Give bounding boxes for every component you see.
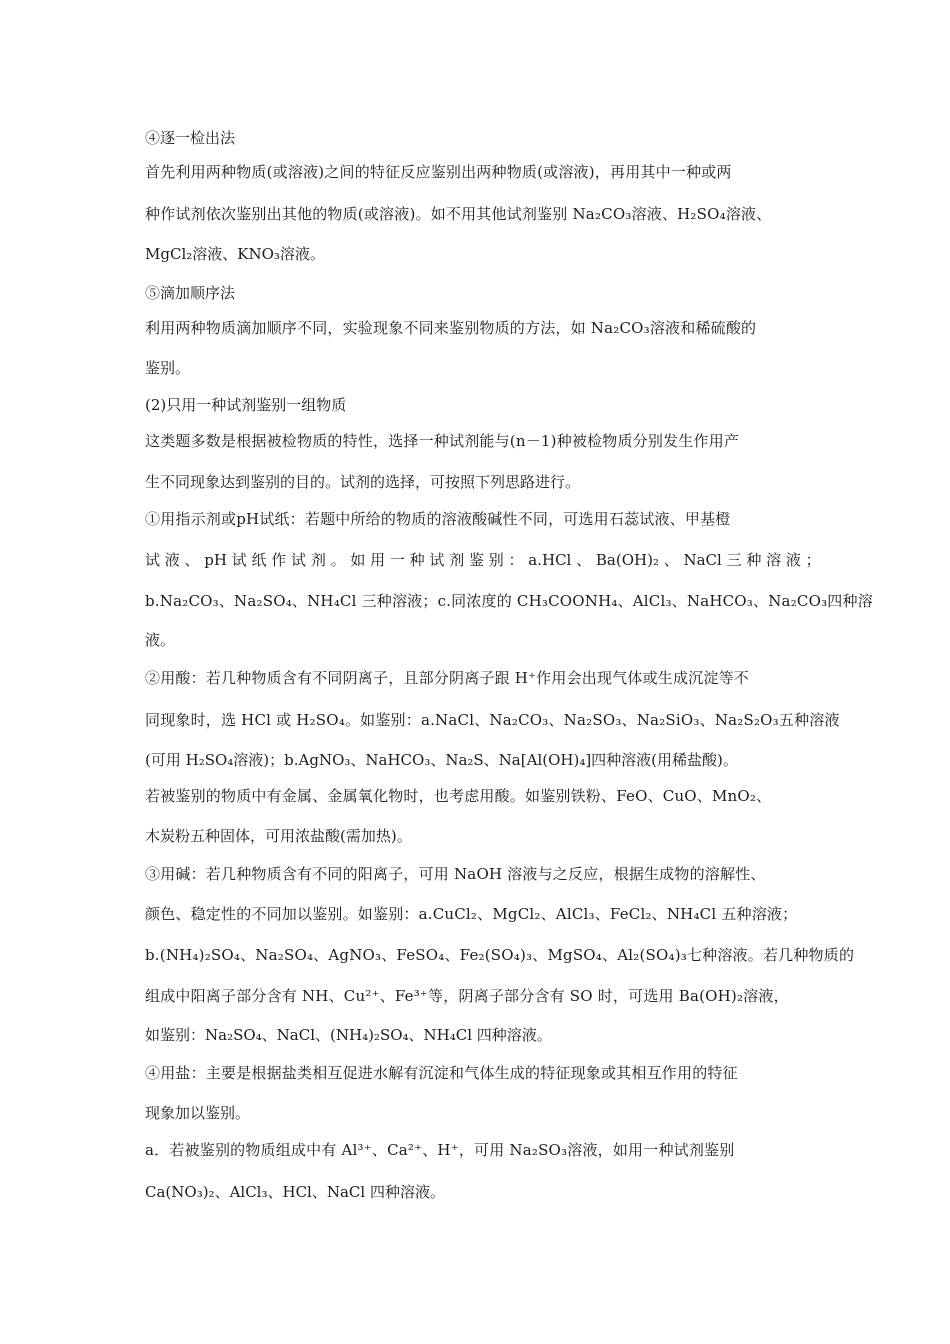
text-line-19: 木炭粉五种固体，可用浓盐酸(需加热)。: [145, 827, 412, 845]
text-line-27: a．若被鉴别的物质组成中有 Al³⁺、Ca²⁺、H⁺，可用 Na₂SO₃溶液，如用一种试剂鉴别: [145, 1141, 735, 1159]
text-line-5: ⑤滴加顺序法: [145, 284, 236, 302]
text-line-4: MgCl₂溶液、KNO₃溶液。: [145, 245, 325, 263]
text-line-14: 液。: [145, 631, 176, 649]
text-line-9: 这类题多数是根据被检物质的特性，选择一种试剂能与(n－1)种被检物质分别发生作用产: [145, 432, 740, 450]
text-line-7: 鉴别。: [145, 359, 191, 377]
text-line-6: 利用两种物质滴加顺序不同，实验现象不同来鉴别物质的方法，如 Na₂CO₃溶液和稀硫酸的: [145, 319, 757, 337]
text-line-25: ④用盐：主要是根据盐类相互促进水解有沉淀和气体生成的特征现象或其相互作用的特征: [145, 1064, 738, 1082]
text-line-20: ③用碱：若几种物质含有不同的阳离子，可用 NaOH 溶液与之反应，根据生成物的溶解性、: [145, 865, 766, 883]
text-line-12: 试 液 、 pH 试 纸 作 试 剂 。 如 用 一 种 试 剂 鉴 别 ： a.HCl 、 Ba(OH)₂ 、 NaCl 三 种 溶 液 ；: [145, 551, 821, 569]
text-line-16: 同现象时，选 HCl 或 H₂SO₄。如鉴别：a.NaCl、Na₂CO₃、Na₂SO₃、Na₂SiO₃、Na₂S₂O₃五种溶液: [145, 711, 840, 729]
text-line-24: 如鉴别：Na₂SO₄、NaCl、(NH₄)₂SO₄、NH₄Cl 四种溶液。: [145, 1026, 552, 1044]
text-line-1: ④逐一检出法: [145, 129, 236, 147]
text-line-11: ①用指示剂或pH试纸：若题中所给的物质的溶液酸碱性不同，可选用石蕊试液、甲基橙: [145, 510, 731, 528]
text-line-21: 颜色、稳定性的不同加以鉴别。如鉴别：a.CuCl₂、MgCl₂、AlCl₃、FeCl₂、NH₄Cl 五种溶液；: [145, 905, 798, 923]
text-line-15: ②用酸：若几种物质含有不同阴离子，且部分阴离子跟 H⁺作用会出现气体或生成沉淀等不: [145, 669, 749, 687]
text-line-10: 生不同现象达到鉴别的目的。试剂的选择，可按照下列思路进行。: [145, 473, 581, 491]
text-line-2: 首先利用两种物质(或溶液)之间的特征反应鉴别出两种物质(或溶液)，再用其中一种或两: [145, 163, 732, 181]
text-line-17: (可用 H₂SO₄溶液)；b.AgNO₃、NaHCO₃、Na₂S、Na[Al(OH)₄]四种溶液(用稀盐酸)。: [145, 751, 738, 769]
text-line-3: 种作试剂依次鉴别出其他的物质(或溶液)。如不用其他试剂鉴别 Na₂CO₃溶液、H₂SO₄溶液、: [145, 205, 772, 223]
text-line-8: (2)只用一种试剂鉴别一组物质: [145, 396, 347, 414]
text-line-28: Ca(NO₃)₂、AlCl₃、HCl、NaCl 四种溶液。: [145, 1183, 445, 1201]
text-line-13: b.Na₂CO₃、Na₂SO₄、NH₄Cl 三种溶液；c.同浓度的 CH₃COONH₄、AlCl₃、NaHCO₃、Na₂CO₃四种溶: [145, 592, 873, 610]
text-line-18: 若被鉴别的物质中有金属、金属氧化物时，也考虑用酸。如鉴别铁粉、FeO、CuO、MnO₂、: [145, 787, 772, 805]
text-line-23: 组成中阳离子部分含有 NH、Cu²⁺、Fe³⁺等，阴离子部分含有 SO 时，可选用 Ba(OH)₂溶液，: [145, 987, 789, 1005]
text-line-26: 现象加以鉴别。: [145, 1104, 251, 1122]
text-line-22: b.(NH₄)₂SO₄、Na₂SO₄、AgNO₃、FeSO₄、Fe₂(SO₄)₃、MgSO₄、Al₂(SO₄)₃七种溶液。若几种物质的: [145, 946, 855, 964]
